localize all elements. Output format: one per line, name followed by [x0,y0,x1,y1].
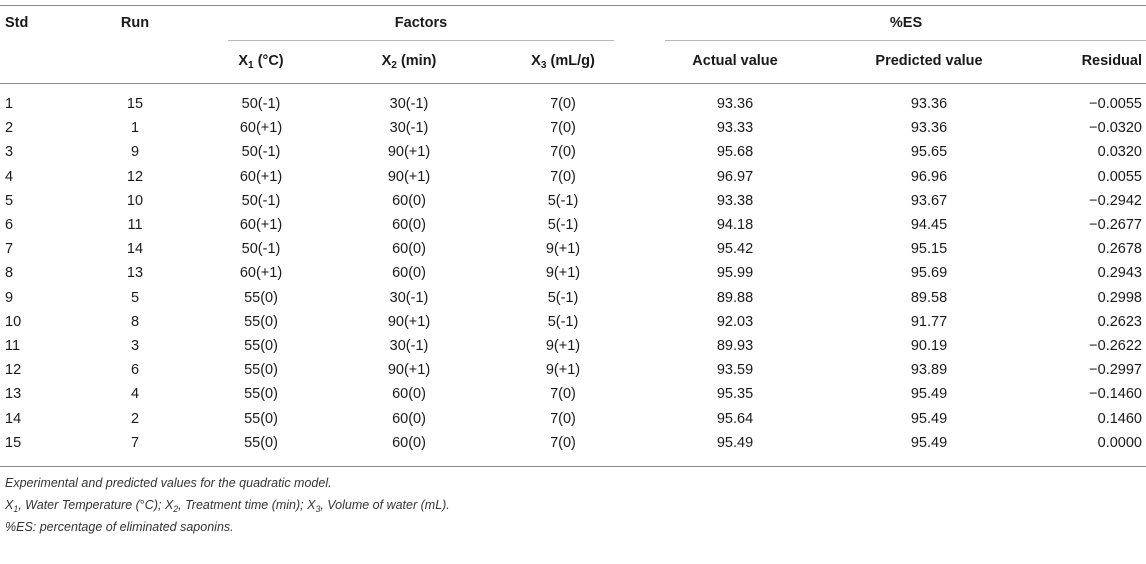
cell-x3: 7(0) [550,434,576,451]
cell-std: 2 [5,120,14,137]
cell-x3: 9(+1) [545,265,581,282]
cell-std: 4 [5,168,14,185]
cell-x3: 7(0) [550,96,576,112]
es-subrule [665,40,1146,41]
cell-std: 15 [5,434,22,451]
cell-x3: 7(0) [550,168,576,185]
cell-predicted: 93.67 [910,192,948,209]
cell-predicted: 93.89 [910,362,948,379]
cell-x3: 5(-1) [547,192,579,209]
footnote-1: Experimental and predicted values for the quadratic model. [5,476,332,490]
cell-x1: 55(0) [244,338,278,354]
cell-std: 1 [5,96,14,112]
cell-run: 7 [130,434,140,451]
cell-x3: 9(+1) [545,362,581,379]
cell-std: 5 [5,192,14,209]
header-residual: Residual [1081,53,1142,69]
cell-actual: 93.33 [716,120,754,137]
cell-x1: 50(-1) [241,241,281,258]
cell-residual: −0.2997 [1089,362,1142,379]
cell-std: 9 [5,289,14,306]
cell-run: 13 [126,265,144,282]
header-bottom-rule [0,83,1146,84]
cell-x1: 50(-1) [241,192,281,209]
cell-actual: 93.59 [716,362,754,379]
cell-x1: 50(-1) [241,144,281,161]
header-factors: Factors [394,15,448,31]
footnote-3: %ES: percentage of eliminated saponins. [5,520,234,534]
cell-residual: −0.2942 [1089,192,1142,209]
header-predicted: Predicted value [875,53,983,69]
cell-x2: 60(0) [392,410,426,427]
cell-predicted: 94.45 [910,217,948,233]
cell-predicted: 93.36 [910,96,948,112]
header-x1: $X_1$ (°C) [238,53,284,71]
cell-x2: 60(0) [392,241,426,258]
cell-residual: 0.0320 [1097,144,1142,161]
cell-x3: 9(+1) [545,241,581,258]
cell-residual: −0.2677 [1089,217,1142,233]
cell-x1: 55(0) [244,362,278,379]
cell-x1: 60(+1) [239,120,283,137]
cell-std: 10 [5,313,22,330]
cell-actual: 89.88 [716,289,754,306]
cell-run: 14 [126,241,144,258]
table-bottom-rule [0,466,1146,467]
cell-std: 3 [5,144,14,161]
cell-x1: 60(+1) [239,168,283,185]
header-x3: $X_3$ (mL/g) [531,53,595,71]
cell-actual: 89.93 [716,338,754,354]
cell-predicted: 95.49 [910,434,948,451]
cell-run: 6 [130,362,140,379]
cell-x2: 60(0) [392,434,426,451]
cell-actual: 95.35 [716,386,754,403]
cell-x3: 7(0) [550,120,576,137]
header-es: %ES [889,15,923,31]
cell-std: 14 [5,410,22,427]
cell-x2: 90(+1) [387,362,431,379]
cell-predicted: 95.15 [910,241,948,258]
factors-subrule [228,40,614,41]
cell-run: 2 [130,410,140,427]
cell-x1: 60(+1) [239,265,283,282]
cell-actual: 96.97 [716,168,754,185]
cell-std: 13 [5,386,22,403]
cell-predicted: 90.19 [910,338,948,354]
cell-x3: 5(-1) [547,217,579,233]
cell-residual: 0.0055 [1097,168,1142,185]
cell-x2: 30(-1) [389,120,429,137]
cell-run: 11 [127,217,143,233]
cell-residual: −0.0055 [1089,96,1142,112]
cell-x2: 60(0) [392,217,426,233]
cell-residual: 0.2623 [1097,313,1142,330]
cell-std: 11 [5,338,21,354]
cell-actual: 92.03 [716,313,754,330]
cell-predicted: 95.65 [910,144,948,161]
cell-x2: 60(0) [392,265,426,282]
cell-x3: 9(+1) [545,338,581,354]
cell-x3: 7(0) [550,386,576,403]
cell-x1: 55(0) [244,410,278,427]
cell-run: 10 [126,192,144,209]
cell-residual: −0.0320 [1089,120,1142,137]
cell-run: 1 [130,120,140,137]
cell-residual: 0.2998 [1097,289,1142,306]
cell-predicted: 96.96 [910,168,948,185]
cell-actual: 95.99 [716,265,754,282]
cell-std: 12 [5,362,22,379]
cell-residual: 0.0000 [1097,434,1142,451]
cell-predicted: 91.77 [910,313,948,330]
cell-residual: 0.1460 [1097,410,1142,427]
cell-run: 8 [130,313,140,330]
header-actual: Actual value [692,53,778,69]
cell-actual: 95.42 [716,241,754,258]
cell-run: 5 [130,289,140,306]
cell-x1: 55(0) [244,289,278,306]
cell-residual: 0.2943 [1097,265,1142,282]
cell-x1: 55(0) [244,434,278,451]
cell-x3: 7(0) [550,410,576,427]
header-x2: $X_2$ (min) [381,53,437,71]
cell-std: 7 [5,241,14,258]
cell-actual: 95.64 [716,410,754,427]
cell-predicted: 93.36 [910,120,948,137]
cell-x2: 90(+1) [387,144,431,161]
cell-x3: 7(0) [550,144,576,161]
cell-residual: −0.2622 [1089,338,1142,354]
cell-run: 4 [130,386,140,403]
cell-predicted: 95.69 [910,265,948,282]
cell-predicted: 95.49 [910,386,948,403]
cell-actual: 94.18 [716,217,754,233]
cell-x1: 55(0) [244,313,278,330]
cell-actual: 93.38 [716,192,754,209]
cell-predicted: 95.49 [910,410,948,427]
cell-run: 9 [130,144,140,161]
cell-run: 3 [130,338,140,354]
cell-std: 8 [5,265,14,282]
cell-residual: 0.2678 [1097,241,1142,258]
footnote-2: $X_1$, Water Temperature (°C); $X_2$, Treatment time (min); $X_3$, Volume of water (mL). [5,498,450,514]
header-std: Std [5,15,29,31]
cell-x3: 5(-1) [547,313,579,330]
cell-x2: 30(-1) [389,96,429,112]
cell-run: 12 [126,168,144,185]
cell-actual: 93.36 [716,96,754,112]
cell-x2: 60(0) [392,386,426,403]
cell-x2: 30(-1) [389,289,429,306]
cell-actual: 95.68 [716,144,754,161]
cell-run: 15 [126,96,144,112]
top-rule [0,5,1146,6]
cell-predicted: 89.58 [910,289,948,306]
cell-x2: 90(+1) [387,313,431,330]
cell-actual: 95.49 [716,434,754,451]
cell-residual: −0.1460 [1089,386,1142,403]
cell-x2: 60(0) [392,192,426,209]
cell-x2: 90(+1) [387,168,431,185]
cell-std: 6 [5,217,14,233]
cell-x1: 60(+1) [239,217,283,233]
header-run: Run [120,15,150,31]
cell-x1: 55(0) [244,386,278,403]
cell-x2: 30(-1) [389,338,429,354]
cell-x1: 50(-1) [241,96,281,112]
cell-x3: 5(-1) [547,289,579,306]
